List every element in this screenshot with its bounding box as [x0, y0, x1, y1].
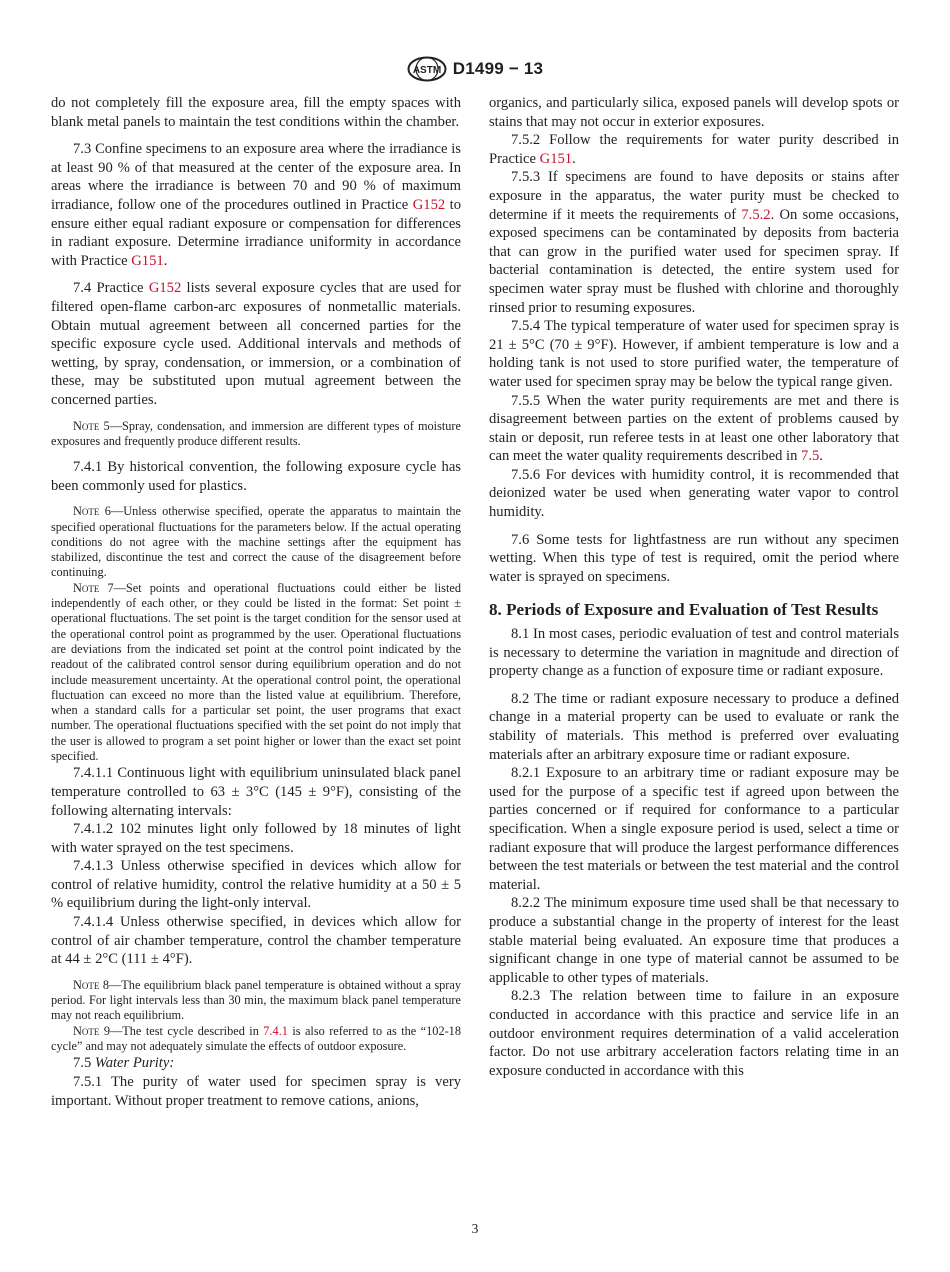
body-paragraph: [489, 168, 899, 317]
section-heading: [489, 601, 899, 620]
body-paragraph: [51, 764, 461, 820]
text-run: 7.4.1.3 Unless otherwise specified in devices which allow for control of relative humidity, control the relative humidity at a 50 ± 5 % equilibrium during the light-only interval.: [51, 858, 461, 912]
text-run: organics, and particularly silica, exposed panels will develop spots or stains that may not occur in exterior exposures.: [489, 95, 899, 130]
text-run: 7.5.5 When the water purity requirements are met and there is disagreement between parties on the extent of problems caused by stain or deposit, run referee tests in at least one other laboratory that can meet the water quality requirements described in: [489, 392, 899, 465]
reference-link[interactable]: G152: [148, 280, 182, 297]
text-run: 7.6 Some tests for lightfastness are run without any specimen wetting. When this type of test is required, omit the period where water is sprayed on specimens.: [489, 531, 899, 585]
text-run: to ensure either equal radiant exposure or compensation for differences in radiant exposure. Determine irradiance uniformity in accordance with Practice: [51, 196, 462, 269]
text-run: . On some occasions, exposed specimens can be contaminated by deposits from bacteria that can grow in the purified water used for specimen spray. If bacterial contamination is detected, the entire system used for specimen water spray must be flushed with chlorine and thoroughly rinsed prior to resuming exposures.: [489, 206, 900, 316]
note-paragraph: [51, 978, 461, 1024]
body-paragraph: [51, 140, 461, 270]
text-run: 8. Periods of Exposure and Evaluation of Test Results: [489, 600, 879, 620]
body-paragraph: [489, 131, 899, 168]
body-paragraph: [489, 392, 899, 466]
reference-link[interactable]: G151: [131, 252, 164, 269]
astm-logo-text: ASTM: [412, 65, 441, 76]
text-run: do not completely fill the exposure area, fill the empty spaces with blank metal panels to maintain the test conditions within the chamber.: [51, 95, 461, 130]
note-label: Note: [73, 977, 100, 992]
note-paragraph: [51, 419, 461, 450]
document-id: D1499 − 13: [452, 59, 544, 78]
page-header: [0, 56, 950, 82]
text-run: 7.4.1.2 102 minutes light only followed by 18 minutes of light with water sprayed on the test specimens.: [51, 821, 461, 856]
reference-link[interactable]: 7.4.1: [263, 1023, 288, 1038]
text-run: 7.4.1 By historical convention, the following exposure cycle has been commonly used for plastics.: [51, 459, 461, 494]
left-column: [51, 94, 461, 1110]
text-run: 7.3 Confine specimens to an exposure area where the irradiance is at least 90 % of that measured at the center of the exposure area. In areas where the irradiance is between 70 and 90 % of maximum irradiance, follow one of the procedures outlined in Practice: [51, 141, 461, 213]
body-paragraph: [489, 317, 899, 391]
text-run: 8.2.3 The relation between time to failure in an exposure conducted in accordance with this practice and service life in an outdoor environment requires determination of a valid acceleration factor. Do not use arbitrary acceleration factors relating time in an exposure conducted in accordance with this: [489, 988, 899, 1079]
note-paragraph: [51, 504, 461, 580]
text-run: 7.5.4 The typical temperature of water used for specimen spray is 21 ± 5°C (70 ± 9°F). However, if ambient temperature is low and a holding tank is not used to store purified water, the temperature of water used for specimen spray may be below the typical range given.: [489, 318, 899, 390]
text-run: .: [163, 252, 168, 269]
text-run: 7.5.6 For devices with humidity control, it is recommended that deionized water be used when generating water vapor to control humidity.: [489, 466, 899, 521]
text-run: 7.5.2 Follow the requirements for water purity described in Practice: [489, 132, 899, 167]
reference-link[interactable]: 7.5: [801, 448, 820, 465]
text-run: 7—Set points and operational fluctuations could either be listed independently of each other, or they could be listed in the format: Set point ± operational fluctuations. The set point is the target condition for the sensor used at the operational control point as programmed by the user. Operational fluctuations are deviations from the indicated set point at the control point indicated by the readout of the calibrated control sensor during equilibrium operation and do not include measurement uncertainty. At the operational control point, the operational fluctuation can exceed no more than the listed value at equilibrium. Therefore, when a standard calls for a particular set point, the user programs that exact number. The operational fluctuations specified with the set point do not imply that the user is allowed to program a set point higher or lower than the exact set point specified.: [51, 580, 461, 764]
body-paragraph: [51, 857, 461, 913]
text-run: .: [572, 150, 576, 167]
note-label: Note: [73, 504, 100, 519]
text-run: 8.2.1 Exposure to an arbitrary time or radiant exposure may be used for the purpose of a specific test if agreed upon between the parties concerned or if required for conformance to a particular specification. When a single exposure period is used, select a time or radiant exposure that will produce the largest performance differences between the test materials or between the test material and the control material.: [489, 765, 899, 893]
text-run: 8—The equilibrium black panel temperature is obtained without a spray period. For light intervals less than 30 min, the maximum black panel temperature may not reach equilibrium.: [51, 977, 461, 1023]
body-paragraph: [51, 820, 461, 857]
note-label: Note: [73, 1023, 100, 1038]
text-run: 8.2.2 The minimum exposure time used shall be that necessary to produce a substantial change in the property of interest for the least stable material being evaluated. An exposure time that produces a significant change in one type of material cannot be assumed to be applicable to other types of materials.: [489, 895, 899, 986]
body-paragraph: [51, 1073, 461, 1110]
text-run: lists several exposure cycles that are used for filtered open-flame carbon-arc exposures of nonmetallic materials. Obtain mutual agreement between all concerned parties for the specific exposure cycle used. Additional intervals and methods of wetting, by spray, condensation, or immersion, or a combination of these, may be substituted upon mutual agreement between the concerned parties.: [51, 280, 461, 408]
body-paragraph: [51, 1054, 461, 1073]
body-paragraph: [489, 531, 899, 587]
right-column: [489, 94, 899, 1080]
body-paragraph: [489, 764, 899, 894]
text-run: 6—Unless otherwise specified, operate the apparatus to maintain the specified operational fluctuations for the parameters below. If the actual operating conditions do not agree with the machine settings after the equipment has stabilized, discontinue the test and correct the cause of the disagreement before continuing.: [51, 504, 461, 580]
note-label: Note: [73, 580, 100, 595]
body-paragraph: [489, 466, 899, 522]
page-number: 3: [471, 1221, 479, 1236]
text-run: 8.2 The time or radiant exposure necessary to produce a defined change in a material property can be used to evaluate or rank the stability of materials. This method is preferred over evaluating materials after an arbitrary exposure time or radiant exposure.: [489, 690, 899, 763]
text-run: 7.4.1.4 Unless otherwise specified, in devices which allow for control of air chamber temperature, control the chamber temperature at 44 ± 2°C (111 ± 4°F).: [51, 914, 461, 968]
reference-link[interactable]: G152: [412, 196, 446, 213]
reference-link[interactable]: 7.5.2: [741, 206, 771, 223]
body-paragraph: [51, 913, 461, 969]
text-run: 8.1 In most cases, periodic evaluation of test and control materials is necessary to determine the variation in magnitude and direction of property change as a function of exposure time or radiant exposure.: [489, 626, 899, 680]
text-run: 7.4 Practice: [73, 280, 149, 297]
body-paragraph: [51, 458, 461, 495]
body-paragraph: [51, 94, 461, 131]
body-paragraph: [51, 279, 461, 409]
text-run: 7.5.3 If specimens are found to have deposits or stains after exposure in the apparatus, the water purity must be checked to determine if it meets the requirements of: [489, 169, 899, 223]
text-run: .: [819, 448, 823, 465]
text-run: 7.5.1 The purity of water used for specimen spray is very important. Without proper treatment to remove cations, anions,: [51, 1073, 461, 1109]
text-run: is also referred to as the “102-18 cycle” and may not adequately simulate the effects of outdoor exposure.: [51, 1023, 461, 1054]
body-paragraph: [489, 987, 899, 1080]
body-paragraph: [489, 894, 899, 987]
text-run: 7.5: [73, 1055, 95, 1072]
text-run: 7.4.1.1 Continuous light with equilibrium uninsulated black panel temperature controlled to 63 ± 3°C (145 ± 9°F), consisting of the following alternating intervals:: [51, 765, 461, 819]
note-paragraph: [51, 581, 461, 765]
note-paragraph: [51, 1024, 461, 1055]
note-label: Note: [73, 418, 100, 433]
body-paragraph: [489, 94, 899, 131]
astm-logo-icon: [407, 56, 447, 82]
reference-link[interactable]: G151: [539, 150, 573, 167]
text-run: 5—Spray, condensation, and immersion are different types of moisture exposures and frequently produce different results.: [51, 418, 461, 448]
body-paragraph: [489, 690, 899, 764]
italic-text: Water Purity:: [94, 1055, 175, 1072]
body-paragraph: [489, 625, 899, 681]
text-run: 9—The test cycle described in: [99, 1023, 264, 1038]
